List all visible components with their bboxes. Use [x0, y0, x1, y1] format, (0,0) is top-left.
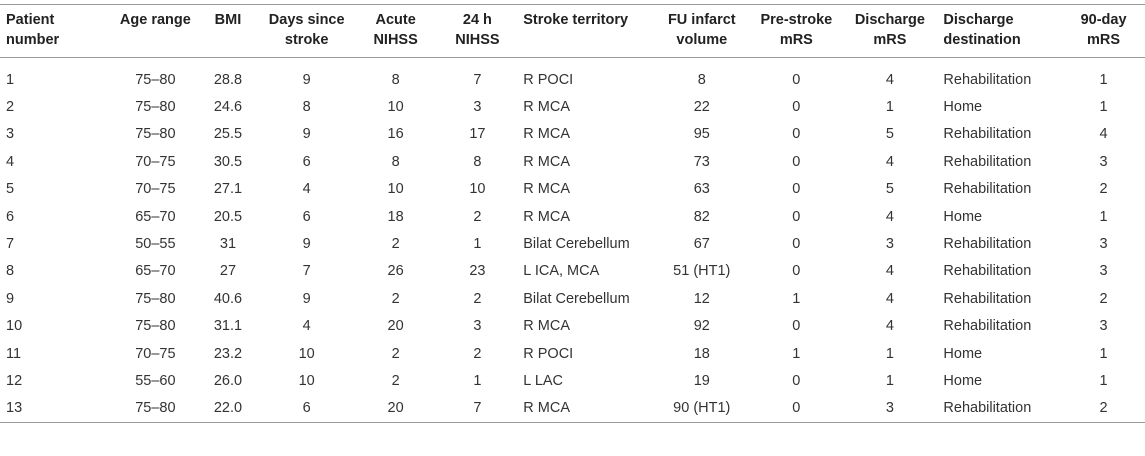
cell-fu-infarct-volume: 18: [693, 345, 710, 362]
cell-bmi: 26.0: [213, 372, 243, 389]
cell-24h-nihss: 7: [473, 71, 482, 88]
cell-fu-infarct-volume: 22: [693, 99, 710, 116]
header-bmi: BMI: [214, 12, 242, 28]
cell-stroke-territory: R MCA: [523, 400, 570, 417]
cell-bmi: 27.1: [213, 181, 243, 198]
cell-bmi: 31: [219, 236, 237, 253]
cell-90-day-mrs: 4: [1099, 126, 1108, 143]
cell-days-since-stroke: 4: [302, 181, 311, 198]
cell-discharge-mrs: 3: [885, 400, 894, 417]
cell-90-day-mrs: 3: [1099, 153, 1108, 170]
cell-patient-number: 4: [6, 153, 15, 170]
header-discharge-mrs: Discharge mRS: [854, 12, 925, 48]
cell-90-day-mrs: 2: [1099, 290, 1108, 307]
cell-90-day-mrs: 1: [1099, 208, 1108, 225]
header-acute-nihss: Acute NIHSS: [373, 12, 418, 48]
cell-patient-number: 13: [6, 400, 23, 417]
cell-90-day-mrs: 2: [1099, 181, 1108, 198]
table-row: [0, 395, 1145, 423]
table-row: [0, 258, 1145, 285]
cell-pre-stroke-mrs: 0: [792, 372, 801, 389]
cell-days-since-stroke: 4: [302, 318, 311, 335]
cell-24h-nihss: 23: [469, 263, 486, 280]
cell-bmi: 40.6: [213, 290, 243, 307]
cell-discharge-destination: Rehabilitation: [943, 400, 1032, 417]
cell-24h-nihss: 10: [469, 181, 486, 198]
cell-fu-infarct-volume: 51 (HT1): [673, 263, 731, 280]
header-stroke-territory: Stroke territory: [523, 12, 629, 28]
cell-bmi: 25.5: [213, 126, 243, 143]
cell-90-day-mrs: 3: [1099, 318, 1108, 335]
cell-pre-stroke-mrs: 0: [792, 208, 801, 225]
table-row: [0, 340, 1145, 367]
cell-days-since-stroke: 10: [298, 345, 315, 362]
cell-age-range: 70–75: [135, 345, 176, 362]
cell-24h-nihss: 2: [473, 290, 482, 307]
cell-discharge-destination: Home: [943, 345, 983, 362]
cell-fu-infarct-volume: 82: [693, 208, 710, 225]
cell-acute-nihss: 20: [387, 400, 404, 417]
cell-patient-number: 8: [6, 263, 15, 280]
cell-bmi: 23.2: [213, 345, 243, 362]
cell-patient-number: 9: [6, 290, 15, 307]
cell-discharge-destination: Rehabilitation: [943, 71, 1032, 88]
cell-bmi: 31.1: [213, 318, 243, 335]
cell-acute-nihss: 16: [387, 126, 404, 143]
cell-patient-number: 11: [6, 345, 22, 362]
cell-stroke-territory: R MCA: [523, 126, 570, 143]
header-patient-number: Patient number: [6, 12, 60, 48]
cell-fu-infarct-volume: 8: [697, 71, 706, 88]
cell-acute-nihss: 20: [387, 318, 404, 335]
cell-patient-number: 2: [6, 99, 15, 116]
cell-acute-nihss: 2: [391, 345, 400, 362]
cell-stroke-territory: R MCA: [523, 153, 570, 170]
cell-age-range: 70–75: [135, 153, 176, 170]
table-row: [0, 93, 1145, 120]
cell-days-since-stroke: 9: [302, 236, 311, 253]
cell-pre-stroke-mrs: 0: [792, 71, 801, 88]
cell-discharge-destination: Home: [943, 208, 983, 225]
cell-days-since-stroke: 6: [302, 208, 311, 225]
header-90-day-mrs: 90-day mRS: [1080, 12, 1127, 48]
cell-stroke-territory: R MCA: [523, 318, 570, 335]
cell-90-day-mrs: 1: [1099, 372, 1108, 389]
header-row: [0, 5, 1145, 58]
cell-days-since-stroke: 9: [302, 71, 311, 88]
cell-fu-infarct-volume: 19: [693, 372, 710, 389]
header-days-since-stroke: Days since stroke: [268, 12, 345, 48]
cell-discharge-mrs: 1: [885, 99, 894, 116]
cell-pre-stroke-mrs: 0: [792, 236, 801, 253]
cell-acute-nihss: 8: [391, 153, 400, 170]
header-24h-nihss: 24 h NIHSS: [455, 12, 500, 48]
header-age-range: Age range: [119, 12, 191, 28]
cell-days-since-stroke: 10: [298, 372, 315, 389]
cell-90-day-mrs: 1: [1099, 345, 1108, 362]
cell-acute-nihss: 10: [387, 99, 404, 116]
table-row: [0, 148, 1145, 175]
cell-discharge-mrs: 4: [885, 290, 894, 307]
cell-stroke-territory: R MCA: [523, 208, 570, 225]
cell-bmi: 27: [219, 263, 237, 280]
table-row: [0, 313, 1145, 340]
cell-pre-stroke-mrs: 0: [792, 153, 801, 170]
cell-discharge-mrs: 5: [885, 181, 894, 198]
cell-discharge-mrs: 4: [885, 153, 894, 170]
cell-24h-nihss: 3: [473, 318, 482, 335]
cell-days-since-stroke: 6: [302, 153, 311, 170]
cell-pre-stroke-mrs: 0: [792, 263, 801, 280]
cell-stroke-territory: Bilat Cerebellum: [523, 236, 630, 253]
cell-patient-number: 7: [6, 236, 15, 253]
cell-24h-nihss: 17: [469, 126, 486, 143]
cell-age-range: 50–55: [135, 236, 176, 253]
cell-discharge-destination: Rehabilitation: [943, 263, 1032, 280]
cell-24h-nihss: 7: [473, 400, 482, 417]
cell-discharge-mrs: 3: [885, 236, 894, 253]
cell-discharge-mrs: 1: [885, 372, 894, 389]
cell-90-day-mrs: 3: [1099, 263, 1108, 280]
cell-fu-infarct-volume: 90 (HT1): [673, 400, 731, 417]
cell-age-range: 65–70: [135, 263, 176, 280]
cell-acute-nihss: 2: [391, 290, 400, 307]
table-row: [0, 58, 1145, 94]
cell-stroke-territory: L ICA, MCA: [523, 263, 600, 280]
cell-pre-stroke-mrs: 0: [792, 99, 801, 116]
cell-days-since-stroke: 9: [302, 290, 311, 307]
cell-discharge-mrs: 4: [885, 208, 894, 225]
table-row: [0, 367, 1145, 394]
table-row: [0, 176, 1145, 203]
table-body: [0, 58, 1145, 423]
cell-24h-nihss: 2: [473, 208, 482, 225]
cell-stroke-territory: Bilat Cerebellum: [523, 290, 630, 307]
table-row: [0, 285, 1145, 312]
cell-days-since-stroke: 8: [302, 99, 311, 116]
cell-stroke-territory: R POCI: [523, 345, 574, 362]
cell-90-day-mrs: 3: [1099, 236, 1108, 253]
cell-90-day-mrs: 2: [1099, 400, 1108, 417]
cell-stroke-territory: L LAC: [523, 372, 564, 389]
cell-age-range: 75–80: [135, 318, 176, 335]
header-discharge-destination: Discharge destination: [943, 12, 1021, 48]
cell-24h-nihss: 8: [473, 153, 482, 170]
cell-fu-infarct-volume: 92: [693, 318, 710, 335]
cell-fu-infarct-volume: 12: [693, 290, 710, 307]
cell-bmi: 28.8: [213, 71, 243, 88]
cell-pre-stroke-mrs: 1: [792, 290, 801, 307]
cell-24h-nihss: 1: [473, 236, 482, 253]
cell-patient-number: 12: [6, 372, 23, 389]
cell-discharge-destination: Rehabilitation: [943, 318, 1032, 335]
header-fu-infarct-volume: FU infarct volume: [667, 12, 736, 48]
patient-table: [0, 4, 1145, 423]
cell-discharge-mrs: 4: [885, 71, 894, 88]
cell-pre-stroke-mrs: 0: [792, 181, 801, 198]
cell-age-range: 55–60: [135, 372, 176, 389]
cell-patient-number: 6: [6, 208, 15, 225]
cell-fu-infarct-volume: 67: [693, 236, 710, 253]
cell-acute-nihss: 18: [387, 208, 404, 225]
cell-pre-stroke-mrs: 1: [792, 345, 801, 362]
cell-90-day-mrs: 1: [1099, 71, 1108, 88]
cell-pre-stroke-mrs: 0: [792, 318, 801, 335]
cell-bmi: 22.0: [213, 400, 243, 417]
header-pre-stroke-mrs: Pre-stroke mRS: [760, 12, 833, 48]
cell-pre-stroke-mrs: 0: [792, 126, 801, 143]
cell-age-range: 70–75: [135, 181, 176, 198]
cell-pre-stroke-mrs: 0: [792, 400, 801, 417]
cell-discharge-mrs: 5: [885, 126, 894, 143]
cell-90-day-mrs: 1: [1099, 99, 1108, 116]
cell-24h-nihss: 1: [473, 372, 482, 389]
cell-discharge-destination: Rehabilitation: [943, 126, 1032, 143]
cell-stroke-territory: R POCI: [523, 71, 574, 88]
cell-24h-nihss: 3: [473, 99, 482, 116]
cell-discharge-mrs: 1: [885, 345, 894, 362]
cell-acute-nihss: 8: [391, 71, 400, 88]
cell-acute-nihss: 2: [391, 236, 400, 253]
cell-patient-number: 1: [6, 71, 15, 88]
cell-discharge-mrs: 4: [885, 318, 894, 335]
table-row: [0, 203, 1145, 230]
cell-discharge-destination: Rehabilitation: [943, 290, 1032, 307]
cell-discharge-destination: Home: [943, 99, 983, 116]
cell-patient-number: 3: [6, 126, 15, 143]
cell-bmi: 30.5: [213, 153, 243, 170]
cell-discharge-destination: Rehabilitation: [943, 153, 1032, 170]
cell-age-range: 75–80: [135, 290, 176, 307]
cell-age-range: 75–80: [135, 99, 176, 116]
cell-fu-infarct-volume: 63: [693, 181, 710, 198]
cell-patient-number: 5: [6, 181, 15, 198]
cell-age-range: 75–80: [135, 400, 176, 417]
cell-stroke-territory: R MCA: [523, 99, 570, 116]
cell-days-since-stroke: 9: [302, 126, 311, 143]
cell-age-range: 75–80: [135, 126, 176, 143]
cell-24h-nihss: 2: [473, 345, 482, 362]
cell-bmi: 20.5: [213, 208, 243, 225]
cell-acute-nihss: 10: [387, 181, 404, 198]
cell-fu-infarct-volume: 73: [693, 153, 710, 170]
cell-acute-nihss: 2: [391, 372, 400, 389]
cell-discharge-destination: Home: [943, 372, 983, 389]
cell-fu-infarct-volume: 95: [693, 126, 710, 143]
cell-bmi: 24.6: [213, 99, 243, 116]
cell-patient-number: 10: [6, 318, 23, 335]
cell-discharge-destination: Rehabilitation: [943, 236, 1032, 253]
cell-acute-nihss: 26: [387, 263, 404, 280]
table-row: [0, 121, 1145, 148]
table-row: [0, 230, 1145, 257]
cell-age-range: 75–80: [135, 71, 176, 88]
cell-discharge-destination: Rehabilitation: [943, 181, 1032, 198]
cell-days-since-stroke: 6: [302, 400, 311, 417]
cell-stroke-territory: R MCA: [523, 181, 570, 198]
cell-days-since-stroke: 7: [302, 263, 311, 280]
cell-age-range: 65–70: [135, 208, 176, 225]
cell-discharge-mrs: 4: [885, 263, 894, 280]
